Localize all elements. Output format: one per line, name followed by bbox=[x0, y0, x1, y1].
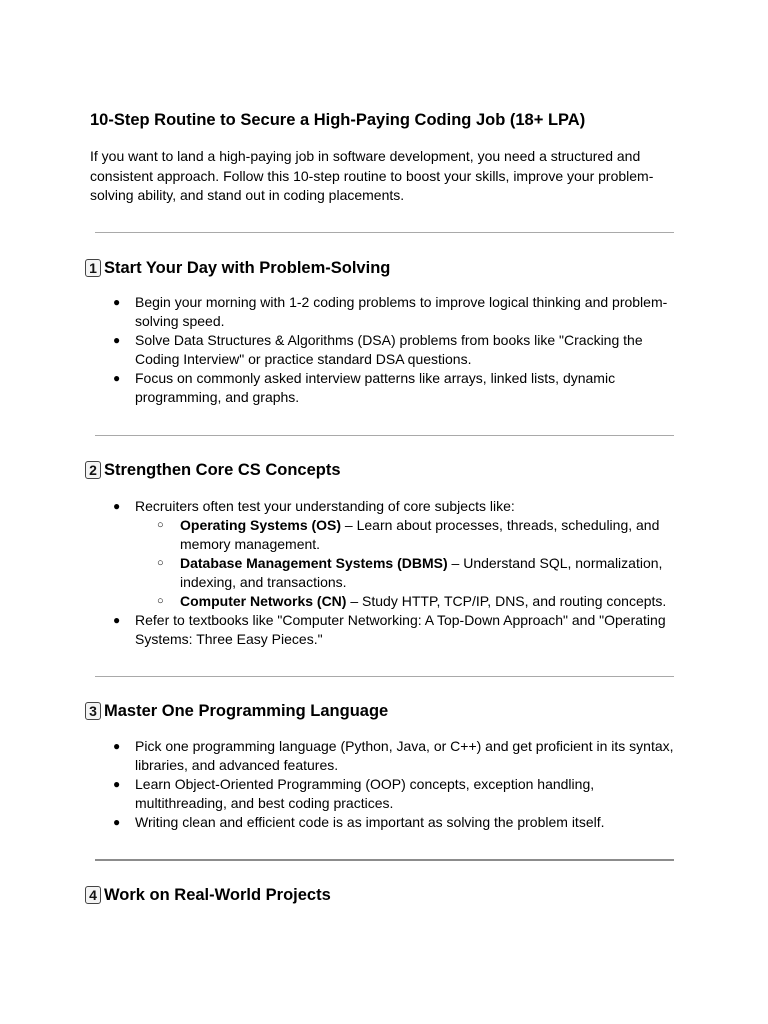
intro-paragraph: If you want to land a high-paying job in software development, you need a structured and consistent approach. Follow this 10-step routine to boost your skills, improve your problem-solving ability, and stand out in coding placements. bbox=[90, 148, 654, 203]
bullet-icon: ● bbox=[113, 815, 121, 829]
section-3-list bbox=[0, 737, 680, 832]
bullet-icon: ● bbox=[113, 739, 121, 753]
number-2-icon: 2 bbox=[85, 461, 101, 479]
section-heading-2 bbox=[85, 459, 341, 481]
bullet-icon: ● bbox=[113, 499, 121, 513]
number-1-icon: 1 bbox=[85, 259, 101, 277]
section-heading-3 bbox=[85, 700, 388, 722]
section-heading-4 bbox=[85, 884, 331, 906]
divider bbox=[95, 676, 674, 677]
section-2-list bbox=[0, 497, 680, 649]
bullet-icon: ● bbox=[113, 295, 121, 309]
section-title: Strengthen Core CS Concepts bbox=[104, 461, 341, 479]
list-item: ● Pick one programming language (Python, Java, or C++) and get proficient in its syntax, libraries, and advanced features. bbox=[113, 738, 674, 773]
list-item: ● Solve Data Structures & Algorithms (DSA) problems from books like "Cracking the Coding Interview" or practice standard DSA questions. bbox=[113, 332, 643, 367]
bullet-icon: ● bbox=[113, 777, 121, 791]
number-3-icon: 3 bbox=[85, 702, 101, 720]
divider bbox=[95, 232, 674, 233]
list-item: ● Writing clean and efficient code is as important as solving the problem itself. bbox=[113, 814, 605, 830]
list-item: ● Learn Object-Oriented Programming (OOP) concepts, exception handling, multithreading, and best coding practices. bbox=[113, 776, 595, 811]
section-title: Master One Programming Language bbox=[104, 702, 389, 720]
list-item: ● Recruiters often test your understanding of core subjects like: ○ Operating Systems (OS) – Learn about processes, threads, scheduling, and memory management. ○ Database Management Systems (DBMS) – Understand SQL, normalization, indexing, and transactions. ○ Computer Networks (CN) – Study HTTP, TCP/IP, DNS, and routing concepts. bbox=[0, 497, 675, 611]
section-title: Work on Real-World Projects bbox=[104, 886, 331, 904]
circle-bullet-icon: ○ bbox=[157, 557, 164, 569]
divider bbox=[95, 859, 674, 861]
section-heading-1 bbox=[85, 257, 390, 279]
sub-list-item: ○ Database Management Systems (DBMS) – Understand SQL, normalization, indexing, and transactions. bbox=[157, 555, 663, 590]
list-item: ● Refer to textbooks like "Computer Networking: A Top-Down Approach" and "Operating Systems: Three Easy Pieces." bbox=[113, 612, 666, 647]
list-item: ● Begin your morning with 1-2 coding problems to improve logical thinking and problem-solving speed. bbox=[113, 294, 668, 329]
document-title: 10-Step Routine to Secure a High-Paying Coding Job (18+ LPA) bbox=[90, 111, 586, 129]
bullet-icon: ● bbox=[113, 613, 121, 627]
section-title: Start Your Day with Problem-Solving bbox=[104, 259, 391, 277]
number-4-icon: 4 bbox=[85, 886, 101, 904]
sub-list bbox=[135, 516, 675, 611]
circle-bullet-icon: ○ bbox=[157, 595, 164, 607]
list-item: ● Focus on commonly asked interview patterns like arrays, linked lists, dynamic programming, and graphs. bbox=[113, 370, 616, 405]
sub-list-item: ○ Computer Networks (CN) – Study HTTP, TCP/IP, DNS, and routing concepts. bbox=[157, 593, 667, 609]
circle-bullet-icon: ○ bbox=[157, 519, 164, 531]
section-1-list bbox=[0, 293, 680, 407]
bullet-icon: ● bbox=[113, 333, 121, 347]
divider bbox=[95, 435, 674, 436]
bullet-icon: ● bbox=[113, 371, 121, 385]
sub-list-item: ○ Operating Systems (OS) – Learn about processes, threads, scheduling, and memory management. bbox=[157, 517, 660, 552]
